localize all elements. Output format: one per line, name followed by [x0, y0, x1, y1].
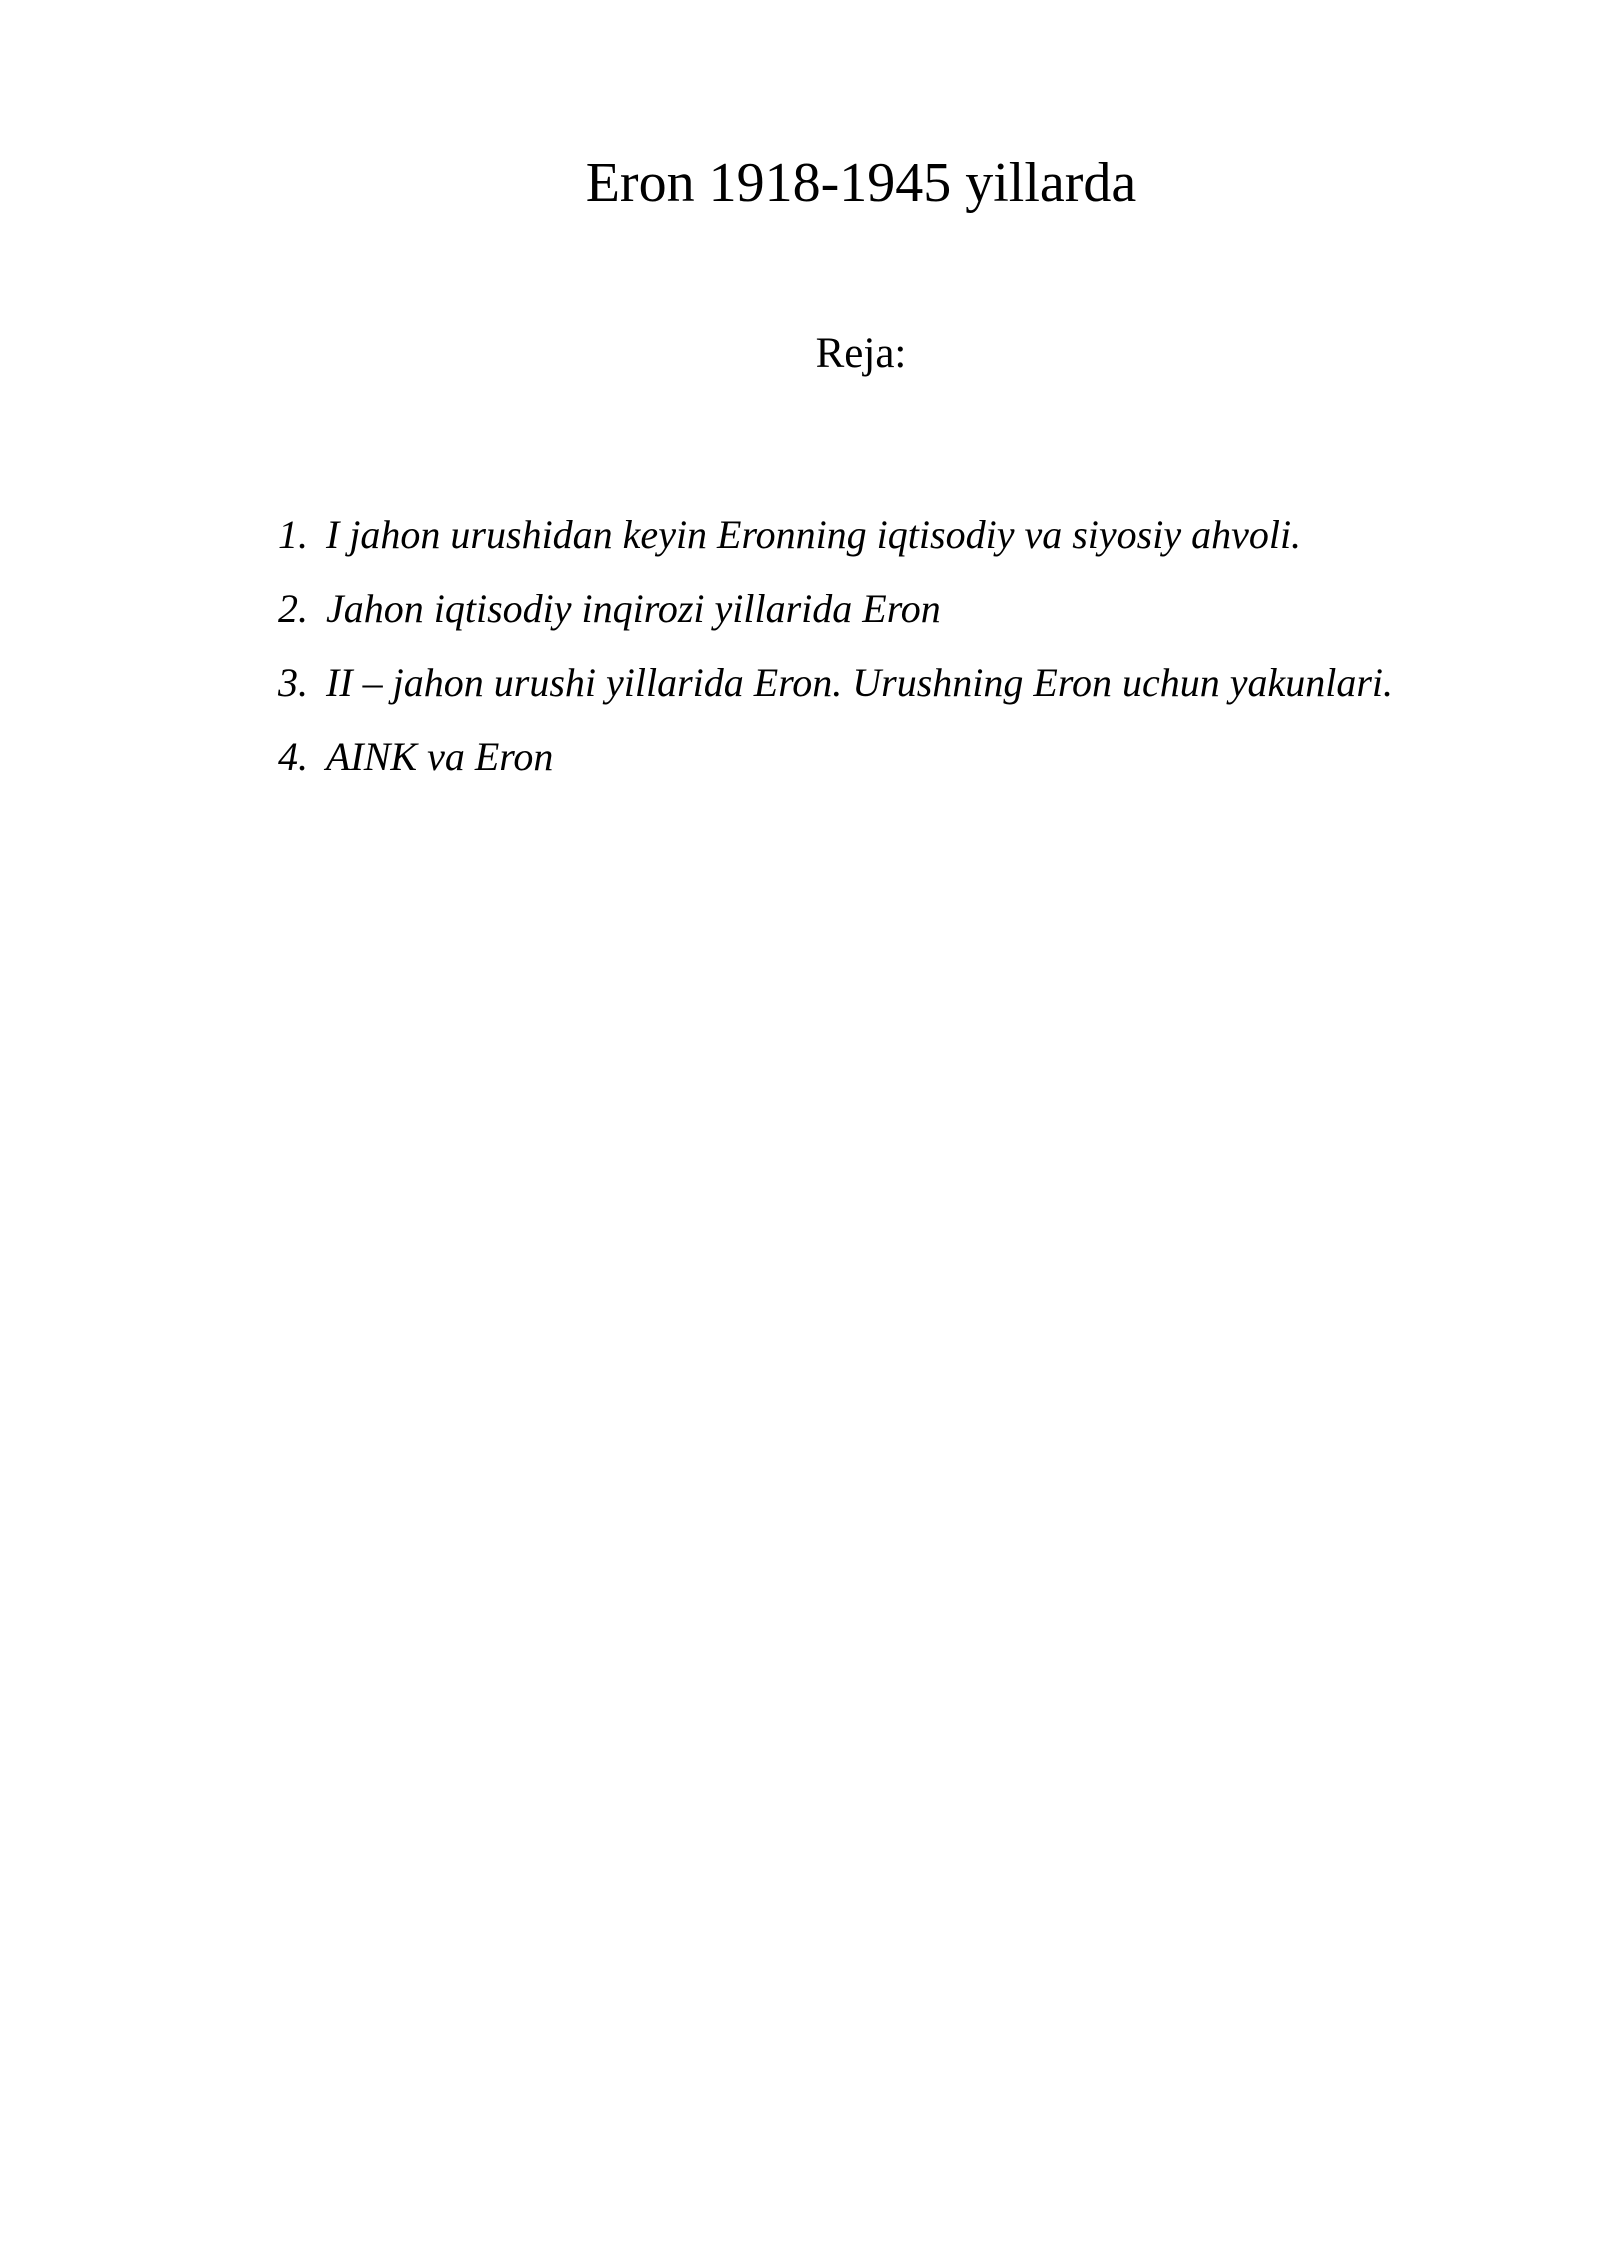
plan-item-2	[278, 585, 1393, 659]
plan-item-4	[278, 733, 1393, 807]
plan-item-1	[278, 511, 1393, 585]
plan-item-number: 4.	[278, 734, 308, 779]
plan-item-text: AINK va Eron	[326, 734, 554, 779]
plan-item-number: 2.	[278, 586, 308, 631]
plan-heading: Reja:	[815, 330, 907, 377]
plan-list	[278, 511, 1393, 807]
document-title: Eron 1918-1945 yillarda	[585, 152, 1137, 214]
plan-item-text: II – jahon urushi yillarida Eron. Urushning Eron uchun yakunlari.	[326, 660, 1393, 705]
plan-item-number: 1.	[278, 512, 308, 557]
plan-item-text: I jahon urushidan keyin Eronning iqtisodiy va siyosiy ahvoli.	[326, 512, 1302, 557]
plan-item-3	[278, 659, 1393, 733]
plan-item-number: 3.	[278, 660, 308, 705]
plan-item-text: Jahon iqtisodiy inqirozi yillarida Eron	[326, 586, 941, 631]
